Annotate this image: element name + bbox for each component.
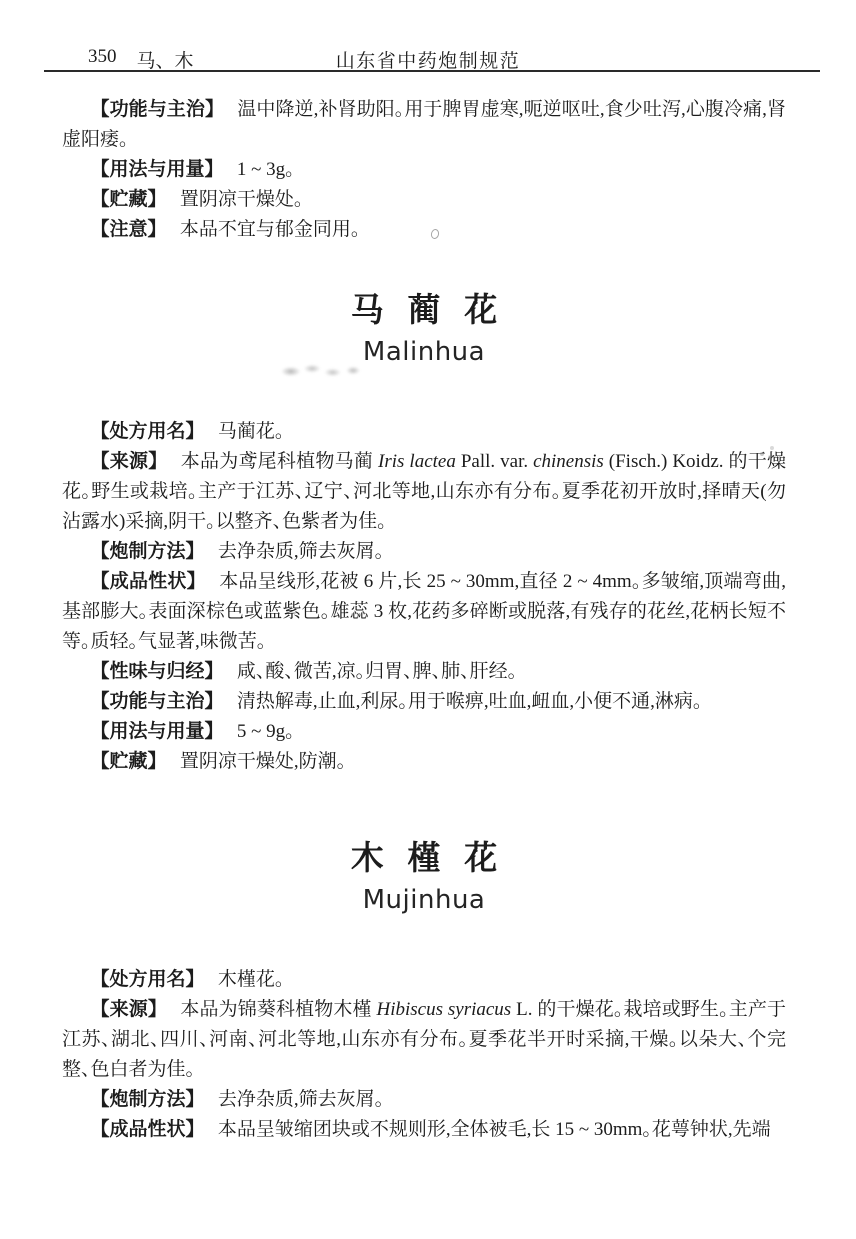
entry-text-segment: (Fisch.) Koidz. 的干燥花。野生或栽培。主产于江苏、辽宁、河北等地,山东亦有分布。夏季花初开放时,择晴天(勿沾露水)采摘,阴干。以整齐、色紫者为佳。	[62, 451, 786, 532]
entry-xingwei-guijing	[62, 657, 786, 687]
malinhua-title-block	[62, 291, 786, 367]
entry-text: 咸、酸、微苦,凉。归胃、脾、肺、肝经。	[236, 661, 518, 682]
scan-artifact-smudge	[281, 361, 363, 380]
malinhua-section	[62, 417, 786, 777]
entry-text-segment: 本品为锦葵科植物木槿	[180, 999, 377, 1020]
entry-label: 【处方用名】	[100, 421, 196, 442]
entry-laiyuan	[62, 447, 786, 537]
entry-text: 木槿花。	[217, 969, 285, 990]
entry-text: 去净杂质,筛去灰屑。	[217, 541, 385, 562]
malinhua-pinyin: Malinhua	[362, 337, 486, 367]
latin-binomial: Hibiscus syriacus	[376, 999, 512, 1020]
entry-text: 置阴凉干燥处。	[179, 189, 304, 210]
latin-binomial: Iris lactea	[378, 451, 456, 472]
entry-text: 本品呈线形,花被 6 片,长 25 ~ 30mm,直径 2 ~ 4mm。多皱缩,顶端弯曲,基部膨大。表面深棕色或蓝紫色。雄蕊 3 枚,花药多碎断或脱落,有残存的花丝,花柄长短不等。质轻。气显著,味微苦。	[62, 571, 786, 652]
entry-yongfa-yongliang	[62, 717, 786, 747]
entry-text-segment: 本品为鸢尾科植物马蔺	[180, 451, 379, 472]
entry-chengpin-xingzhuang	[62, 567, 786, 657]
latin-variety: chinensis	[533, 451, 604, 472]
entry-label: 【炮制方法】	[100, 541, 196, 562]
malinhua-title: 马蔺花	[350, 291, 522, 328]
entry-label: 【处方用名】	[100, 969, 196, 990]
entry-text-segment: Pall. var.	[455, 451, 534, 472]
entry-gongneng-zhuzhi	[62, 95, 786, 155]
entry-label: 【贮藏】	[100, 189, 158, 210]
thumb-index: 马、木	[136, 51, 194, 72]
entry-text: 5 ~ 9g。	[236, 721, 295, 742]
page-body	[62, 95, 786, 1145]
mujinhua-title-block	[62, 839, 786, 915]
entry-chufang-yongming	[62, 965, 786, 995]
entry-zhucang	[62, 185, 786, 215]
entry-chengpin-xingzhuang	[62, 1115, 786, 1145]
entry-text: 本品呈皱缩团块或不规则形,全体被毛,长 15 ~ 30mm。花萼钟状,先端	[217, 1119, 771, 1140]
page-number: 350	[88, 46, 117, 67]
mujinhua-section	[62, 965, 786, 1145]
entry-label: 【来源】	[100, 451, 158, 472]
entry-text: 置阴凉干燥处,防潮。	[179, 751, 347, 772]
entry-text: 本品不宜与郁金同用。	[179, 219, 361, 240]
entry-zhucang	[62, 747, 786, 777]
header-left	[88, 46, 194, 73]
entry-paozhi-fangfa	[62, 1085, 786, 1115]
entry-text: 清热解毒,止血,利尿。用于喉痹,吐血,衄血,小便不通,淋病。	[236, 691, 703, 712]
mujinhua-pinyin: Mujinhua	[362, 885, 486, 915]
entry-text: 去净杂质,筛去灰屑。	[217, 1089, 385, 1110]
entry-laiyuan	[62, 995, 786, 1085]
entry-label: 【贮藏】	[100, 751, 158, 772]
entry-text-segment: L. 的干燥花。栽培或野生。主产于江苏、湖北、四川、河南、河北等地,山东亦有分布。夏季花半开时采摘,干燥。以朵大、个完整、色白者为佳。	[62, 999, 786, 1080]
entry-chufang-yongming	[62, 417, 786, 447]
entry-text: 马蔺花。	[217, 421, 285, 442]
entry-label: 【用法与用量】	[100, 159, 215, 180]
scan-artifact-speck	[760, 452, 764, 456]
entry-label: 【注意】	[100, 219, 158, 240]
page-header	[0, 0, 856, 70]
entry-label: 【成品性状】	[100, 571, 197, 592]
entry-text: 温中降逆,补肾助阳。用于脾胃虚寒,呃逆呕吐,食少吐泻,心腹冷痛,肾虚阳痿。	[62, 99, 786, 150]
entry-label: 【来源】	[100, 999, 158, 1020]
entry-label: 【性味与归经】	[100, 661, 215, 682]
book-title: 山东省中药炮制规范	[335, 51, 521, 72]
previous-monograph-section	[62, 95, 786, 245]
entry-text: 1 ~ 3g。	[236, 159, 295, 180]
entry-paozhi-fangfa	[62, 537, 786, 567]
entry-label: 【炮制方法】	[100, 1089, 196, 1110]
entry-label: 【功能与主治】	[100, 691, 215, 712]
entry-yongfa-yongliang	[62, 155, 786, 185]
entry-label: 【成品性状】	[100, 1119, 196, 1140]
mujinhua-title: 木槿花	[350, 839, 522, 876]
entry-label: 【用法与用量】	[100, 721, 215, 742]
entry-label: 【功能与主治】	[100, 99, 215, 120]
entry-gongneng-zhuzhi	[62, 687, 786, 717]
entry-zhuyi	[62, 215, 786, 245]
